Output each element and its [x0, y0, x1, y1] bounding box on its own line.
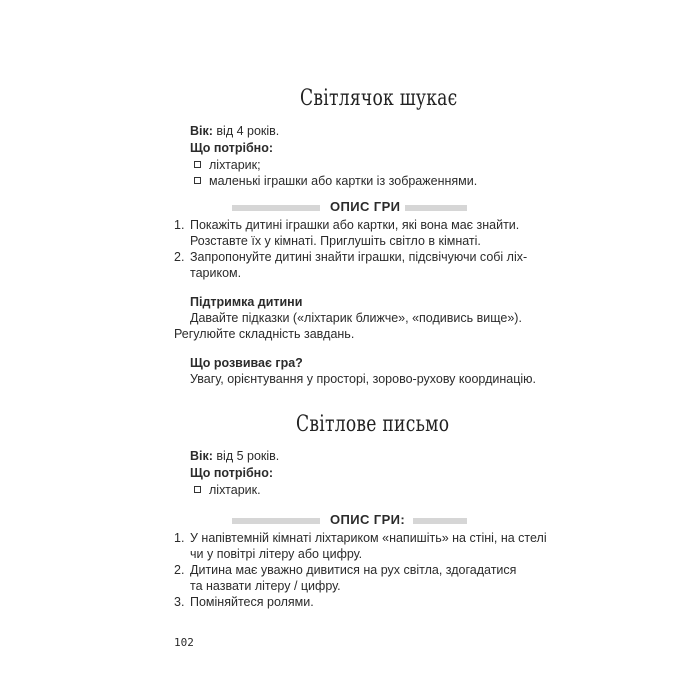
game1-section-title: ОПИС ГРИ: [330, 199, 401, 214]
square-bullet-icon: [194, 486, 201, 493]
game2-age: [190, 449, 279, 463]
needs-item: ліхтарик;: [194, 158, 261, 172]
step-item: 2. Запропонуйте дитині знайти іграшки, підсвічуючи собі ліх-: [174, 250, 528, 264]
develops-title: Що розвиває гра?: [190, 356, 303, 370]
step-item: 1. Покажіть дитині іграшки або картки, які вона має знайти.: [174, 218, 520, 232]
step-line: Розставте їх у кімнаті. Приглушіть світло в кімнаті.: [190, 234, 481, 248]
develops-text: Увагу, орієнтування у просторі, зорово-рухову координацію.: [190, 372, 536, 386]
game2-section-title: ОПИС ГРИ:: [330, 512, 406, 527]
game1-title: Світлячок шукає: [300, 86, 458, 111]
age-value: від 4 років.: [212, 124, 280, 138]
game2-needs-label: Що потрібно:: [190, 466, 274, 480]
step-line: тариком.: [190, 266, 242, 280]
section-bar-left: [232, 518, 320, 524]
step-item: 3. Поміняйтеся ролями.: [174, 595, 314, 609]
section-bar-right: [413, 518, 467, 524]
age-label: Вік:: [190, 124, 213, 138]
square-bullet-icon: [194, 177, 201, 184]
square-bullet-icon: [194, 161, 201, 168]
section-bar-right: [405, 205, 467, 211]
age-label: Вік:: [190, 449, 213, 463]
step-line: та назвати літеру / цифру.: [190, 579, 341, 593]
support-line: Регулюйте складність завдань.: [174, 327, 355, 341]
support-title: Підтримка дитини: [190, 295, 303, 309]
step-line: чи у повітрі літеру або цифру.: [190, 547, 363, 561]
step-item: 1. У напівтемній кімнаті ліхтариком «напишіть» на стіні, на стелі: [174, 531, 547, 545]
step-item: 2. Дитина має уважно дивитися на рух світла, здогадатися: [174, 563, 517, 577]
age-value: від 5 років.: [212, 449, 280, 463]
needs-item: маленькі іграшки або картки із зображеннями.: [194, 174, 477, 188]
support-line: Давайте підказки («ліхтарик ближче», «подивись вище»).: [190, 311, 522, 325]
needs-item: ліхтарик.: [194, 483, 261, 497]
section-bar-left: [232, 205, 320, 211]
game1-needs-label: Що потрібно:: [190, 141, 274, 155]
page-number: 102: [174, 636, 194, 649]
game1-age: [190, 124, 279, 138]
game2-title: Світлове письмо: [296, 412, 450, 437]
